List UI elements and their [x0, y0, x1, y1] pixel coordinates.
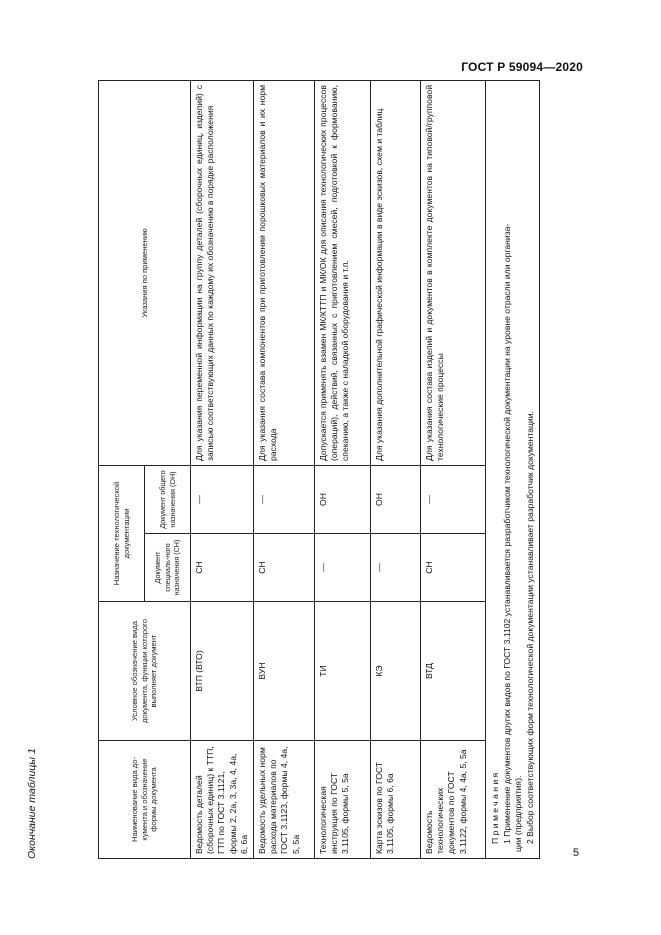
note-1: 1 Применение документов других видов по ГОСТ 3.1102 устанавливается разработчиком технологической документации на уровне отрасли или организа-	[501, 223, 512, 844]
note-1-continuation: ции (предприятия).	[513, 775, 524, 852]
header-document-name: Наименование вида до-кумента и обозначение формы документа	[99, 741, 191, 859]
document-types-table	[98, 80, 540, 859]
cell-document-name: Технологическая инструкция по ГОСТ 3.1105, формы 5, 5а	[315, 741, 371, 859]
cell-special-purpose: СН	[191, 534, 254, 602]
cell-document-code: ВТП (ВТО)	[191, 602, 254, 741]
cell-general-purpose: —	[421, 466, 486, 534]
cell-usage: Для указания состава компонентов при приготовлении порошковых материалов и их норм расхода	[254, 81, 315, 466]
cell-usage: Для указания состава изделий и документов в комплекте документов на типовой/групповой технологические процессы	[421, 81, 486, 466]
header-general-purpose: Документ общего назначения (ОН)	[145, 466, 191, 534]
cell-document-name: Ведомость деталей (сборочных единиц) к ТТП, ГТП по ГОСТ 3.1121, формы 2, 2а, 3, 3а, 4, 4а, 6, 6а	[191, 741, 254, 859]
table-row	[191, 81, 254, 859]
cell-document-code: ВТД	[421, 602, 486, 741]
note-2: 2 Выбор соответствующих форм технологической документации устанавливает разработчик документации.	[524, 411, 535, 844]
cell-document-code: ТИ	[315, 602, 371, 741]
cell-document-code: ВУН	[254, 602, 315, 741]
header-purpose-group: Назначение технологической документации	[99, 466, 145, 602]
page-number: 5	[572, 847, 579, 859]
table-row	[315, 81, 371, 859]
table-row	[421, 81, 486, 859]
notes-row	[486, 81, 540, 859]
table-notes	[486, 81, 540, 859]
cell-special-purpose: СН	[254, 534, 315, 602]
cell-special-purpose: СН	[421, 534, 486, 602]
table-header-row-1	[99, 81, 145, 859]
cell-general-purpose: ОН	[315, 466, 371, 534]
cell-general-purpose: ОН	[371, 466, 421, 534]
cell-document-name: Карта эскизов по ГОСТ 3.1105, формы 6, 6а	[371, 741, 421, 859]
table-row	[371, 81, 421, 859]
header-usage: Указания по применению	[99, 81, 191, 466]
notes-title: Примечания	[490, 770, 500, 844]
cell-document-code: КЭ	[371, 602, 421, 741]
cell-usage: Для указания переменной информации на группу деталей (сборочных единиц, изделий) с записью соответствующих данных по каждому их обозначению в порядке расположения	[191, 81, 254, 466]
rotated-page-content	[26, 81, 542, 859]
cell-general-purpose: —	[191, 466, 254, 534]
standard-id: ГОСТ Р 59094—2020	[461, 60, 583, 74]
cell-general-purpose: —	[254, 466, 315, 534]
cell-special-purpose: —	[371, 534, 421, 602]
table-caption: Окончание таблицы 1	[26, 748, 38, 859]
cell-usage: Допускается применять взамен МК/КТТП и МК/ОК для описания технологических процессов (операций), действий, связанных с приготовлением смесей, подготовкой к формованию, спеканию, а также с наладкой оборудования и т.п.	[315, 81, 371, 466]
cell-document-name: Ведомость удельных норм расхода материалов по ГОСТ 3.1123, формы 4, 4а, 5, 5а	[254, 741, 315, 859]
table-row	[254, 81, 315, 859]
cell-special-purpose: —	[315, 534, 371, 602]
cell-document-name: Ведомость технологических документов по ГОСТ 3.1122, формы 4, 4а, 5, 5а	[421, 741, 486, 859]
header-document-code: Условное обозначение вида документа, функции которого выполняет документ	[99, 602, 191, 741]
cell-usage: Для указания дополнительной графической информации в виде эскизов, схем и таблиц	[371, 81, 421, 466]
header-special-purpose: Документ специаль-ного назначения (СН)	[145, 534, 191, 602]
